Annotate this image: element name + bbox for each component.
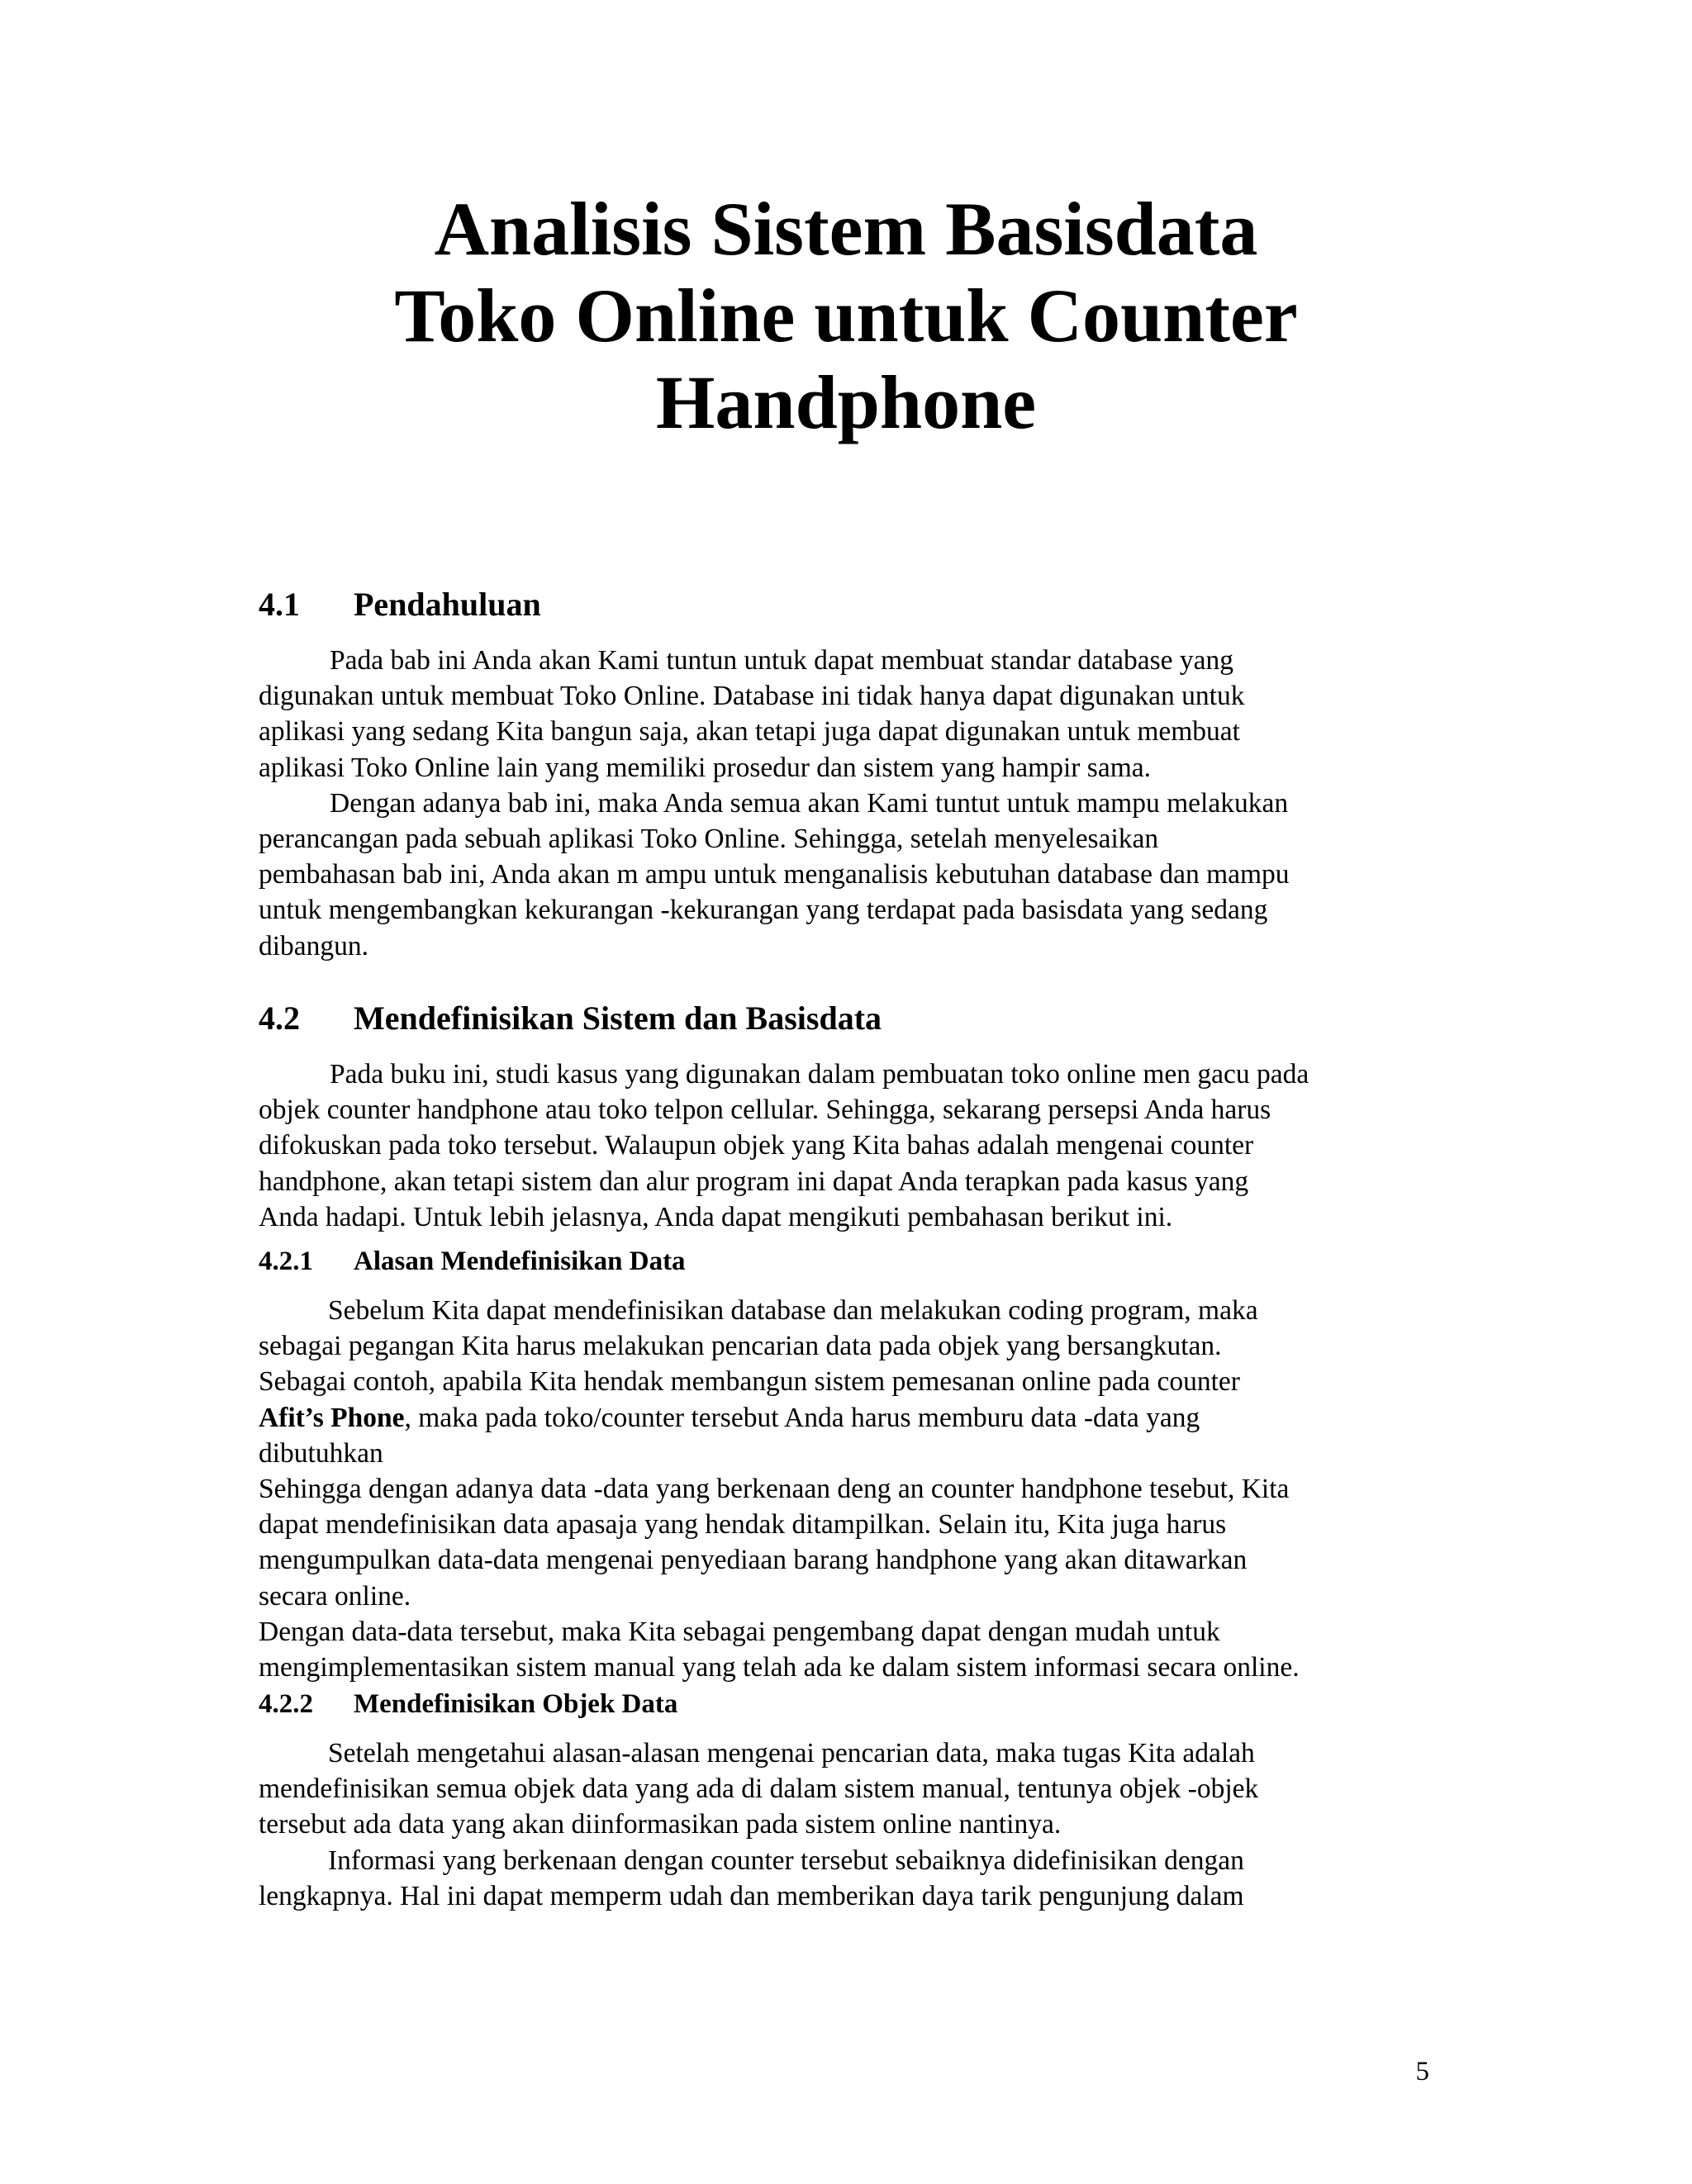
subsection-heading-4-2-1 (259, 1244, 686, 1279)
text-line: mengumpulkan data-data mengenai penyediaan barang handphone yang akan ditawarkan (259, 1545, 1248, 1576)
text-line: difokuskan pada toko tersebut. Walaupun objek yang Kita bahas adalah mengenai counter (259, 1130, 1254, 1161)
chapter-title-line-2: Toko Online untuk Counter (394, 273, 1298, 358)
text-line: untuk mengembangkan kekurangan -kekurangan yang terdapat pada basisdata yang sedang (259, 895, 1268, 926)
text-line: dibangun. (259, 930, 369, 961)
text-line: pembahasan bab ini, Anda akan m ampu untuk menganalisis kebutuhan database dan mampu (259, 859, 1290, 890)
text-line: Sebelum Kita dapat mendefinisikan database dan melakukan coding program, maka (328, 1295, 1258, 1326)
paragraph-4-2-1 (259, 1293, 1448, 1685)
text-line: Pada bab ini Anda akan Kami tuntun untuk dapat membuat standar database yang (330, 645, 1234, 676)
chapter-title (0, 186, 1692, 446)
text-line: Pada buku ini, studi kasus yang digunakan dalam pembuatan toko online men gacu pada (330, 1059, 1309, 1090)
text-line: Anda hadapi. Untuk lebih jelasnya, Anda dapat mengikuti pembahasan berikut ini. (259, 1201, 1173, 1232)
section-title: Pendahuluan (354, 586, 541, 623)
section-number: 4.1 (259, 586, 300, 623)
subsection-title: Alasan Mendefinisikan Data (354, 1246, 686, 1276)
section-heading-4-2 (259, 998, 882, 1039)
paragraph-4-1-intro (259, 643, 1448, 964)
text-line: Dengan adanya bab ini, maka Anda semua akan Kami tuntut untuk mampu melakukan (330, 787, 1289, 819)
chapter-title-line-3: Handphone (655, 360, 1037, 444)
text-line: lengkapnya. Hal ini dapat memperm udah dan memberikan daya tarik pengunjung dalam (259, 1880, 1244, 1911)
text-line: aplikasi Toko Online lain yang memiliki prosedur dan sistem yang hampir sama. (259, 752, 1151, 783)
subsection-title: Mendefinisikan Objek Data (354, 1689, 678, 1719)
section-title: Mendefinisikan Sistem dan Basisdata (354, 999, 882, 1037)
text-line: dibutuhkan (259, 1437, 383, 1469)
text-line: objek counter handphone atau toko telpon cellular. Sehingga, sekarang persepsi Anda harus (259, 1094, 1271, 1126)
text-line: Informasi yang berkenaan dengan counter tersebut sebaiknya didefinisikan dengan (328, 1845, 1244, 1876)
section-heading-4-1 (259, 584, 541, 625)
subsection-number: 4.2.2 (259, 1689, 313, 1719)
text-fragment: , maka pada toko/counter tersebut Anda harus memburu data -data yang (404, 1402, 1200, 1433)
text-line: Sebagai contoh, apabila Kita hendak membangun sistem pemesanan online pada counter (259, 1366, 1240, 1398)
page-number: 5 (1415, 2057, 1429, 2087)
store-name: Afit’s Phone (259, 1402, 405, 1433)
paragraph-4-2 (259, 1056, 1448, 1235)
section-number: 4.2 (259, 999, 300, 1037)
text-line: sebagai pegangan Kita harus melakukan pencarian data pada objek yang bersangkutan. (259, 1331, 1222, 1362)
text-line: Sehingga dengan adanya data -data yang berkenaan deng an counter handphone tesebut, Kita (259, 1474, 1290, 1505)
text-line: handphone, akan tetapi sistem dan alur program ini dapat Anda terapkan pada kasus yang (259, 1166, 1249, 1197)
text-line: dapat mendefinisikan data apasaja yang hendak ditampilkan. Selain itu, Kita juga harus (259, 1509, 1227, 1541)
subsection-number: 4.2.1 (259, 1246, 313, 1276)
chapter-title-line-1: Analisis Sistem Basisdata (434, 187, 1258, 271)
text-line (259, 1400, 1448, 1436)
text-line: mendefinisikan semua objek data yang ada di dalam sistem manual, tentunya objek -objek (259, 1773, 1259, 1805)
text-line: mengimplementasikan sistem manual yang telah ada ke dalam sistem informasi secara online. (259, 1652, 1300, 1683)
text-line: Dengan data-data tersebut, maka Kita sebagai pengembang dapat dengan mudah untuk (259, 1616, 1220, 1647)
text-line: digunakan untuk membuat Toko Online. Database ini tidak hanya dapat digunakan untuk (259, 681, 1245, 712)
text-line: aplikasi yang sedang Kita bangun saja, akan tetapi juga dapat digunakan untuk membuat (259, 716, 1240, 748)
subsection-heading-4-2-2 (259, 1687, 677, 1721)
paragraph-4-2-2 (259, 1735, 1448, 1914)
text-line: secara online. (259, 1580, 411, 1612)
text-line: perancangan pada sebuah aplikasi Toko Online. Sehingga, setelah menyelesaikan (259, 824, 1159, 855)
text-line: tersebut ada data yang akan diinformasikan pada sistem online nantinya. (259, 1809, 1062, 1840)
text-line: Setelah mengetahui alasan-alasan mengenai pencarian data, maka tugas Kita adalah (328, 1738, 1255, 1769)
